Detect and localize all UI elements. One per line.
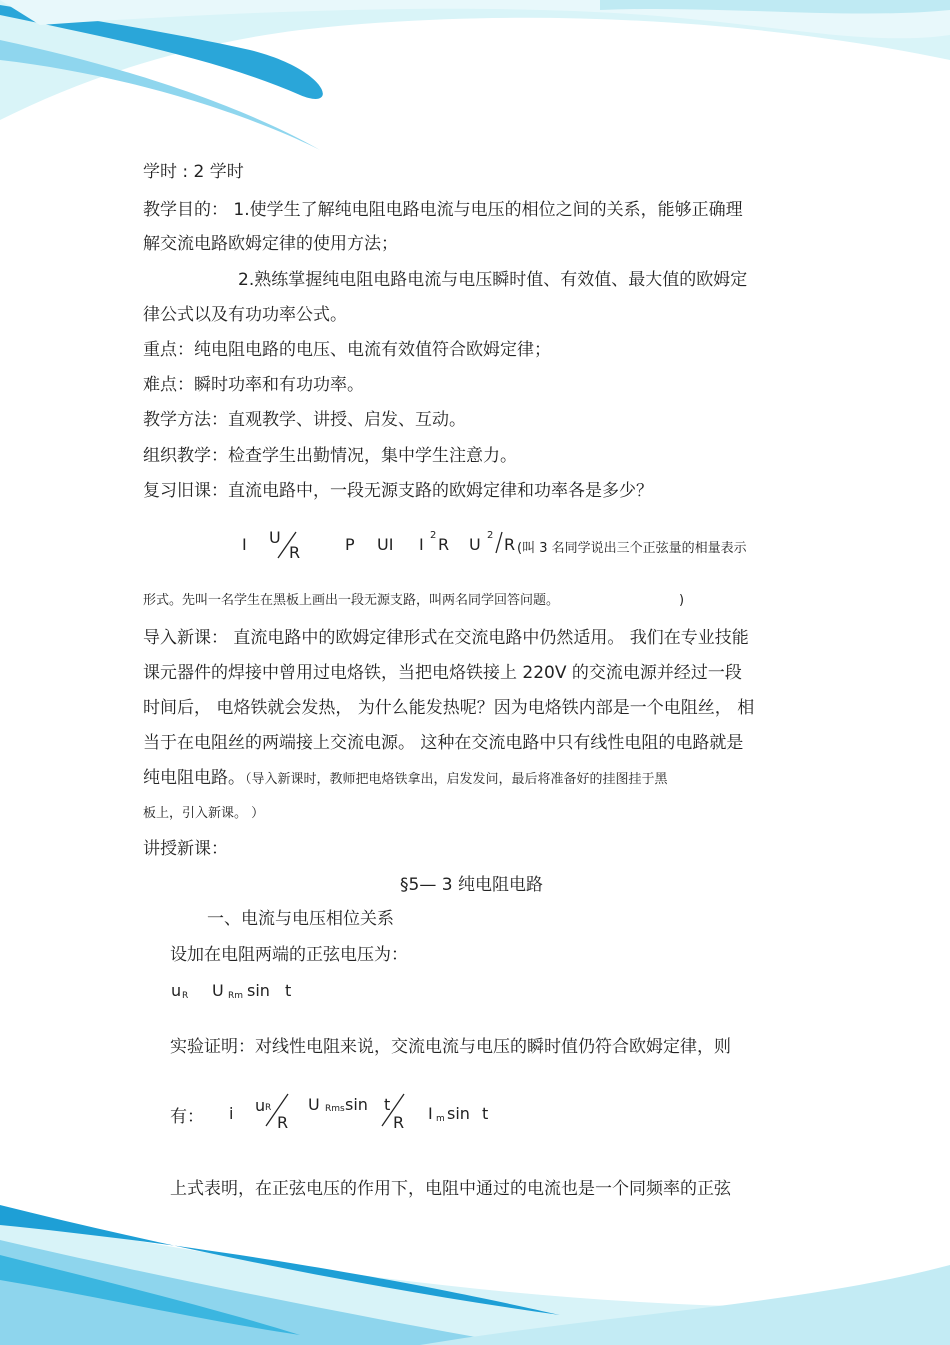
formula3-i: i	[229, 1104, 234, 1123]
formula3-sin: sin	[345, 1095, 368, 1114]
fraction-slash	[494, 531, 504, 555]
intro-line-4: 当于在电阻丝的两端接上交流电源。 这种在交流电路中只有线性电阻的电路就是	[143, 733, 744, 753]
formula3-r2: R	[393, 1113, 405, 1132]
intro-line-3: 时间后， 电烙铁就会发热， 为什么能发热呢？因为电烙铁内部是一个电阻丝， 相	[143, 698, 755, 718]
formula2-sin: sin	[247, 981, 270, 1000]
teach-new-lesson: 讲授新课：	[143, 839, 228, 859]
teaching-goal-1-cont: 解交流电路欧姆定律的使用方法；	[143, 234, 398, 254]
formula3-sin2: sin	[447, 1104, 470, 1123]
formula3-U: U	[308, 1095, 320, 1114]
formula-resistance-symbol: R	[289, 543, 301, 562]
section-heading: §5— 3 纯电阻电路	[400, 875, 543, 895]
key-point: 重点：纯电阻电路的电压、电流有效值符合欧姆定律；	[143, 340, 551, 360]
subsection-heading: 一、电流与电压相位关系	[207, 909, 394, 929]
formula2-u-subscript: R	[182, 991, 189, 1001]
conclusion-line: 上式表明，在正弦电压的作用下，电阻中通过的电流也是一个同频率的正弦	[170, 1179, 731, 1199]
formula2-U-subscript: Rm	[228, 991, 244, 1001]
voltage-intro: 设加在电阻两端的正弦电压为：	[170, 945, 408, 965]
intro-line-1: 导入新课： 直流电路中的欧姆定律形式在交流电路中仍然适用。 我们在专业技能	[143, 628, 749, 648]
formula2-u: u	[171, 981, 182, 1000]
formula3-t: t	[384, 1095, 391, 1114]
formula-i2r-r: R	[438, 535, 450, 554]
teaching-goal-1: 教学目的： 1.使学生了解纯电阻电路电流与电压的相位之间的关系，能够正确理	[143, 200, 743, 220]
formula-current-symbol: I	[242, 535, 247, 554]
difficult-point: 难点：瞬时功率和有功功率。	[143, 375, 364, 395]
formula3-U-subscript: Rms	[325, 1104, 345, 1114]
formula-u2r-u: U	[469, 535, 481, 554]
formula3-t2: t	[482, 1104, 489, 1123]
intro-line-5	[143, 767, 668, 791]
formula-voltage-symbol: U	[269, 528, 281, 547]
formula-i2r-i: I	[419, 535, 424, 554]
formula3-I-subscript: m	[436, 1114, 445, 1124]
teacher-note-cont: 形式。先叫一名学生在黑板上画出一段无源支路，叫两名同学回答问题。	[143, 593, 560, 608]
review-question: 复习旧课：直流电路中，一段无源支路的欧姆定律和功率各是多少？	[143, 481, 653, 501]
formula-u2r-r: R	[504, 535, 516, 554]
intro-line-5-note: （导入新课时，教师把电烙铁拿出，启发发问，最后将准备好的挂图挂于黑	[245, 772, 668, 787]
intro-line-2: 课元器件的焊接中曾用过电烙铁，当把电烙铁接上 220V 的交流电源并经过一段	[143, 663, 742, 683]
teaching-goal-2: 2.熟练掌握纯电阻电路电流与电压瞬时值、有效值、最大值的欧姆定	[238, 270, 748, 290]
formula3-u-subscript: R	[265, 1103, 272, 1113]
hours-line: 学时 : 2 学时	[143, 162, 244, 182]
formula-i2r-exponent: 2	[430, 530, 437, 541]
formula3-I: I	[428, 1104, 433, 1123]
formula2-t: t	[285, 981, 292, 1000]
formula3-r1: R	[277, 1113, 289, 1132]
intro-line-6: 板上，引入新课。 ）	[143, 806, 265, 821]
teaching-goal-2-cont: 律公式以及有功功率公式。	[143, 305, 347, 325]
teacher-note-close: )	[679, 593, 685, 608]
formula-power-symbol: P	[345, 535, 355, 554]
formula3-you: 有：	[170, 1107, 204, 1127]
top-wave-decoration	[0, 0, 950, 175]
formula2-U: U	[212, 981, 224, 1000]
class-organization: 组织教学：检查学生出勤情况，集中学生注意力。	[143, 446, 517, 466]
teacher-note: (叫 3 名同学说出三个正弦量的相量表示	[517, 541, 747, 556]
teaching-method: 教学方法：直观教学、讲授、启发、互动。	[143, 410, 466, 430]
intro-line-5-main: 纯电阻电路。	[143, 768, 245, 788]
formula-ui: UI	[377, 535, 394, 554]
formula-u2r-exponent: 2	[487, 530, 494, 541]
formula3-u: u	[255, 1096, 266, 1115]
experiment-proof: 实验证明：对线性电阻来说，交流电流与电压的瞬时值仍符合欧姆定律，则	[170, 1037, 731, 1057]
bottom-wave-decoration	[0, 1195, 950, 1345]
